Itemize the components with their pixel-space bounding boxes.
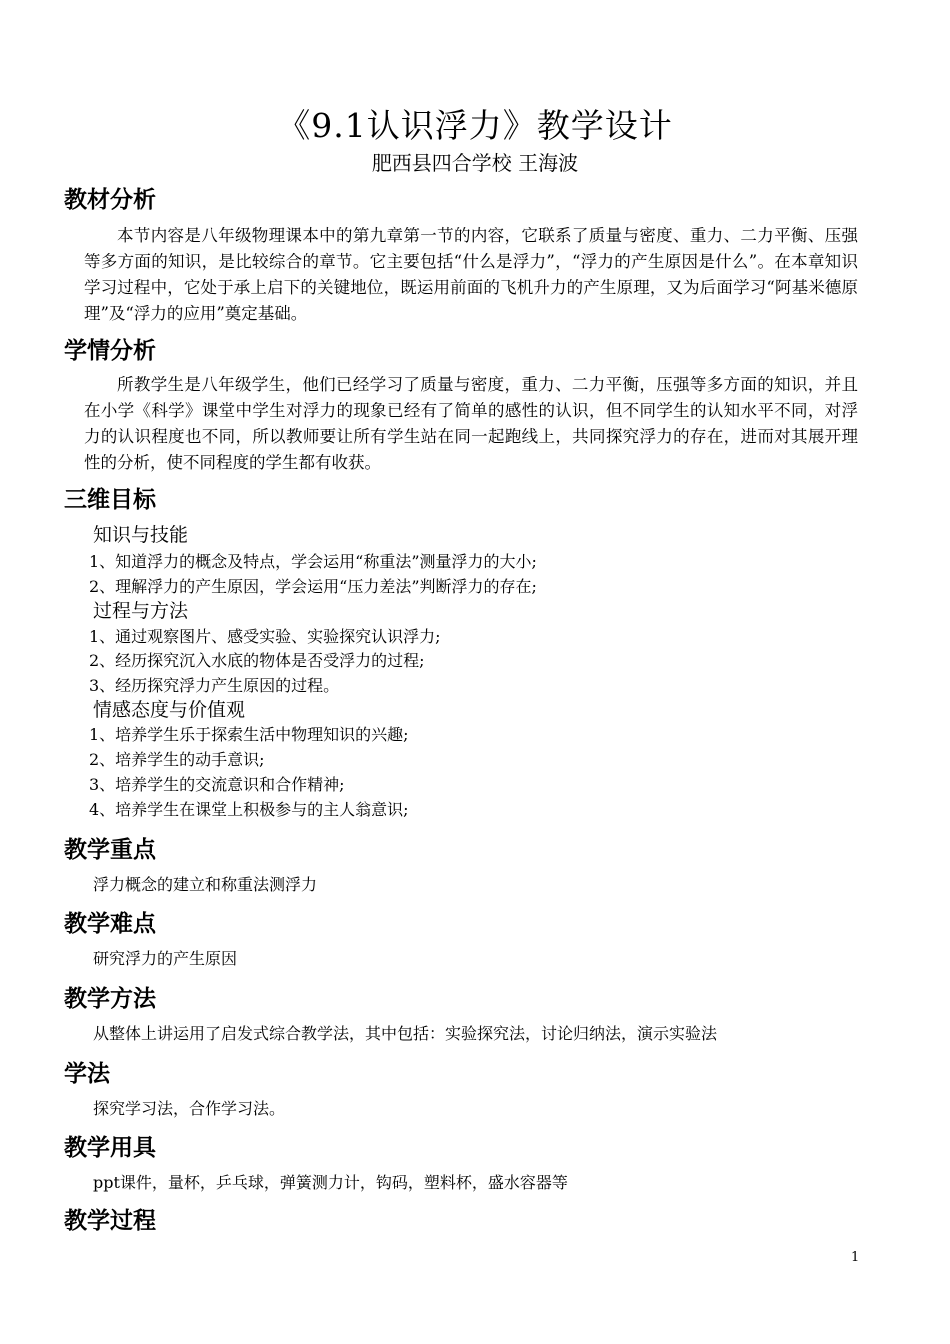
- author-line: 肥西县四合学校 王海波: [371, 151, 579, 175]
- heading-student-analysis: 学情分析: [64, 338, 156, 364]
- heading-key-point: 教学重点: [64, 837, 156, 863]
- difficulty-text: 研究浮力的产生原因: [93, 949, 238, 968]
- goal-process-item: 3、经历探究浮力产生原因的过程。: [89, 676, 340, 695]
- goal-emotion-label: 情感态度与价值观: [93, 699, 246, 721]
- goal-emotion-item: 3、培养学生的交流意识和合作精神;: [89, 775, 345, 794]
- teaching-tools-text: ppt课件，量杯，乒乓球，弹簧测力计，钩码，塑料杯，盛水容器等: [93, 1173, 568, 1192]
- goal-emotion-item: 2、培养学生的动手意识;: [89, 750, 265, 769]
- goal-knowledge-item: 1、知道浮力的概念及特点，学会运用“称重法”测量浮力的大小;: [89, 552, 537, 571]
- learning-method-text: 探究学习法，合作学习法。: [93, 1099, 286, 1118]
- document-title: 《9.1认识浮力》教学设计: [277, 106, 673, 145]
- goal-emotion-item: 1、培养学生乐于探索生活中物理知识的兴趣;: [89, 725, 409, 744]
- heading-textbook-analysis: 教材分析: [64, 187, 156, 213]
- page-number: 1: [851, 1250, 860, 1265]
- heading-learning-method: 学法: [64, 1061, 110, 1087]
- heading-difficulty: 教学难点: [64, 911, 156, 937]
- heading-teaching-tools: 教学用具: [64, 1135, 156, 1161]
- heading-teaching-method: 教学方法: [64, 986, 156, 1012]
- goal-process-item: 1、通过观察图片、感受实验、实验探究认识浮力;: [89, 627, 441, 646]
- goal-emotion-item: 4、培养学生在课堂上积极参与的主人翁意识;: [89, 800, 409, 819]
- goal-knowledge-label: 知识与技能: [93, 524, 189, 546]
- heading-teaching-process: 教学过程: [64, 1208, 156, 1234]
- key-point-text: 浮力概念的建立和称重法测浮力: [93, 875, 318, 894]
- goal-knowledge-item: 2、理解浮力的产生原因，学会运用“压力差法”判断浮力的存在;: [89, 577, 537, 596]
- goal-process-item: 2、经历探究沉入水底的物体是否受浮力的过程;: [89, 651, 425, 670]
- textbook-analysis-paragraph: 本节内容是八年级物理课本中的第九章第一节的内容，它联系了质量与密度、重力、二力平衡、压强等多方面的知识，是比较综合的章节。它主要包括“什么是浮力”，“浮力的产生原因是什么”。在本章知识学习过程中，它处于承上启下的关键地位，既运用前面的飞机升力的产生原理，又为后面学习“阿基米德原理”及“浮力的应用”奠定基础。: [84, 226, 858, 323]
- student-analysis-paragraph: 所教学生是八年级学生，他们已经学习了质量与密度，重力、二力平衡，压强等多方面的知识，并且在小学《科学》课堂中学生对浮力的现象已经有了简单的感性的认识，但不同学生的认知水平不同，对浮力的认识程度也不同，所以教师要让所有学生站在同一起跑线上，共同探究浮力的存在，进而对其展开理性的分析，使不同程度的学生都有收获。: [84, 375, 858, 472]
- teaching-method-text: 从整体上讲运用了启发式综合教学法，其中包括：实验探究法，讨论归纳法，演示实验法: [93, 1024, 718, 1043]
- heading-three-goals: 三维目标: [64, 487, 156, 513]
- goal-process-label: 过程与方法: [93, 600, 189, 622]
